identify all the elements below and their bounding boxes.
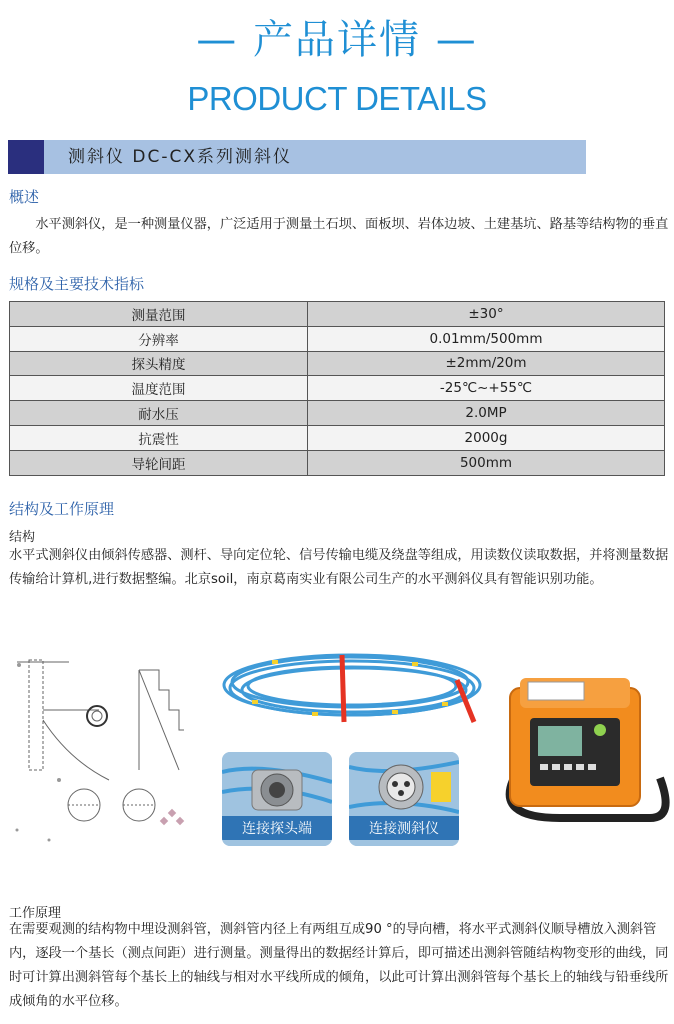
specs-table [9,301,665,476]
structure-title: 结构及工作原理 [9,500,115,518]
table-row [10,351,665,376]
table-row [10,302,665,327]
page-header [0,14,674,118]
spec-value: 2.0MP [308,401,665,426]
spec-label: 导轮间距 [10,450,308,475]
principle-subtitle: 工作原理 [9,906,62,921]
inclinometer-connector-image [349,752,459,846]
structure-diagram-image [9,640,209,850]
spec-label: 耐水压 [10,401,308,426]
product-name: 测斜仪 DC-CX系列测斜仪 [68,147,293,167]
overview-title: 概述 [9,188,40,206]
spec-label: 分辨率 [10,326,308,351]
bar-square-icon [8,140,44,174]
title-chinese: — 产品详情 — [196,17,478,63]
table-row [10,425,665,450]
spec-value: 2000g [308,425,665,450]
overview-text: 水平测斜仪，是一种测量仪器，广泛适用于测量土石坝、面板坝、岩体边坡、土建基坑、路基等结构物的垂直位移。 [9,217,669,256]
table-row [10,376,665,401]
spec-label: 探头精度 [10,351,308,376]
spec-value: ±30° [308,302,665,327]
table-row [10,326,665,351]
table-row [10,401,665,426]
spec-label: 温度范围 [10,376,308,401]
product-name-bar [8,140,586,174]
spec-value: ±2mm/20m [308,351,665,376]
probe-connector-image [222,752,332,846]
spec-label: 抗震性 [10,425,308,450]
structure-subtitle: 结构 [9,530,36,545]
spec-value: 0.01mm/500mm [308,326,665,351]
specs-title: 规格及主要技术指标 [9,275,145,293]
spec-label: 测量范围 [10,302,308,327]
structure-text: 水平式测斜仪由倾斜传感器、测杆、导向定位轮、信号传输电缆及绕盘等组成，用读数仪读取数据，并将测量数据传输给计算机,进行数据整编。北京soil，南京葛南实业有限公司生产的水平测斜仪具有智能识别功能。 [9,548,669,587]
spec-value: 500mm [308,450,665,475]
inclinometer-caption: 连接测斜仪 [349,816,459,840]
principle-text: 在需要观测的结构物中埋设测斜管，测斜管内径上有两组互成90 °的导向槽，将水平式测斜仪顺导槽放入测斜管内，逐段一个基长（测点间距）进行测量。测量得出的数据经计算后，即可描述出测斜管随结构物变形的曲线，同时可计算出测斜管每个基长上的轴线与相对水平线所成的倾角，以此可计算出测斜管每个基长上的轴线与铅垂线所成倾角的水平位移。 [9,922,669,1009]
probe-caption: 连接探头端 [222,816,332,840]
readout-instrument-image [500,668,670,826]
spec-value: -25℃~+55℃ [308,376,665,401]
table-row [10,450,665,475]
cable-coil-image [212,640,488,740]
title-english: PRODUCT DETAILS [187,80,487,117]
